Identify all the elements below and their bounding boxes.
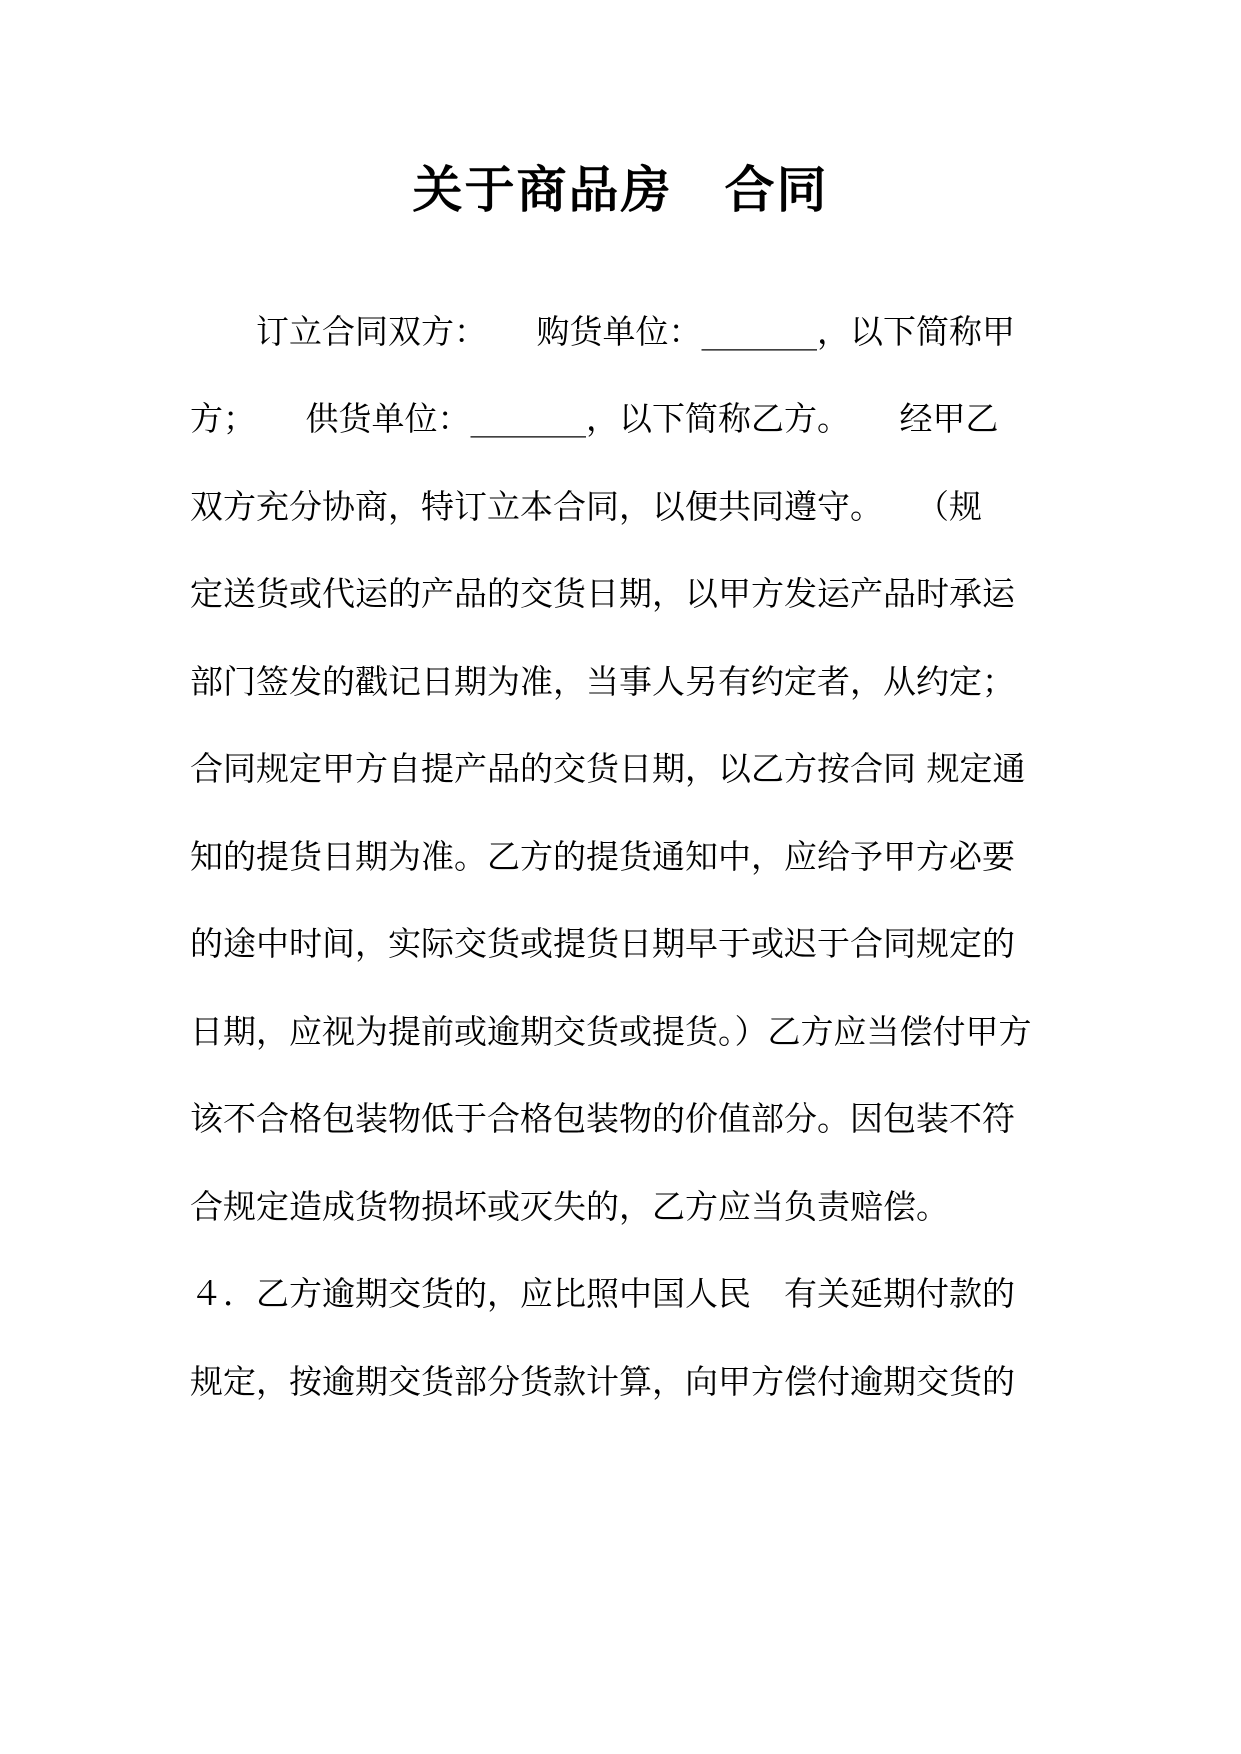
paragraph-line: 部门签发的戳记日期为准，当事人另有约定者，从约定； bbox=[190, 662, 1015, 701]
document-title: 关于商品房 合同 bbox=[412, 161, 829, 219]
paragraph-line: 订立合同双方： 购货单位：_______，以下简称甲 bbox=[190, 312, 1015, 351]
paragraph-line: 方； 供货单位：_______，以下简称乙方。 经甲乙 bbox=[190, 399, 999, 438]
paragraph-line: 定送货或代运的产品的交货日期，以甲方发运产品时承运 bbox=[190, 574, 1015, 613]
paragraph-line: 合同规定甲方自提产品的交货日期，以乙方按合同 规定通 bbox=[190, 749, 1026, 788]
paragraph-line: 双方充分协商，特订立本合同，以便共同遵守。 （规 bbox=[190, 487, 982, 526]
paragraph-line: 规定，按逾期交货部分货款计算，向甲方偿付逾期交货的 bbox=[190, 1362, 1015, 1401]
paragraph-line: ４．乙方逾期交货的，应比照中国人民 有关延期付款的 bbox=[190, 1274, 1015, 1313]
paragraph-line: 知的提货日期为准。乙方的提货通知中，应给予甲方必要 bbox=[190, 837, 1015, 876]
paragraph-line: 该不合格包装物低于合格包装物的价值部分。因包装不符 bbox=[190, 1099, 1015, 1138]
paragraph-line: 合规定造成货物损坏或灭失的，乙方应当负责赔偿。 bbox=[190, 1187, 949, 1226]
paragraph-line: 的途中时间，实际交货或提货日期早于或迟于合同规定的 bbox=[190, 924, 1015, 963]
paragraph-line: 日期，应视为提前或逾期交货或提货。）乙方应当偿付甲方 bbox=[190, 1012, 1032, 1051]
